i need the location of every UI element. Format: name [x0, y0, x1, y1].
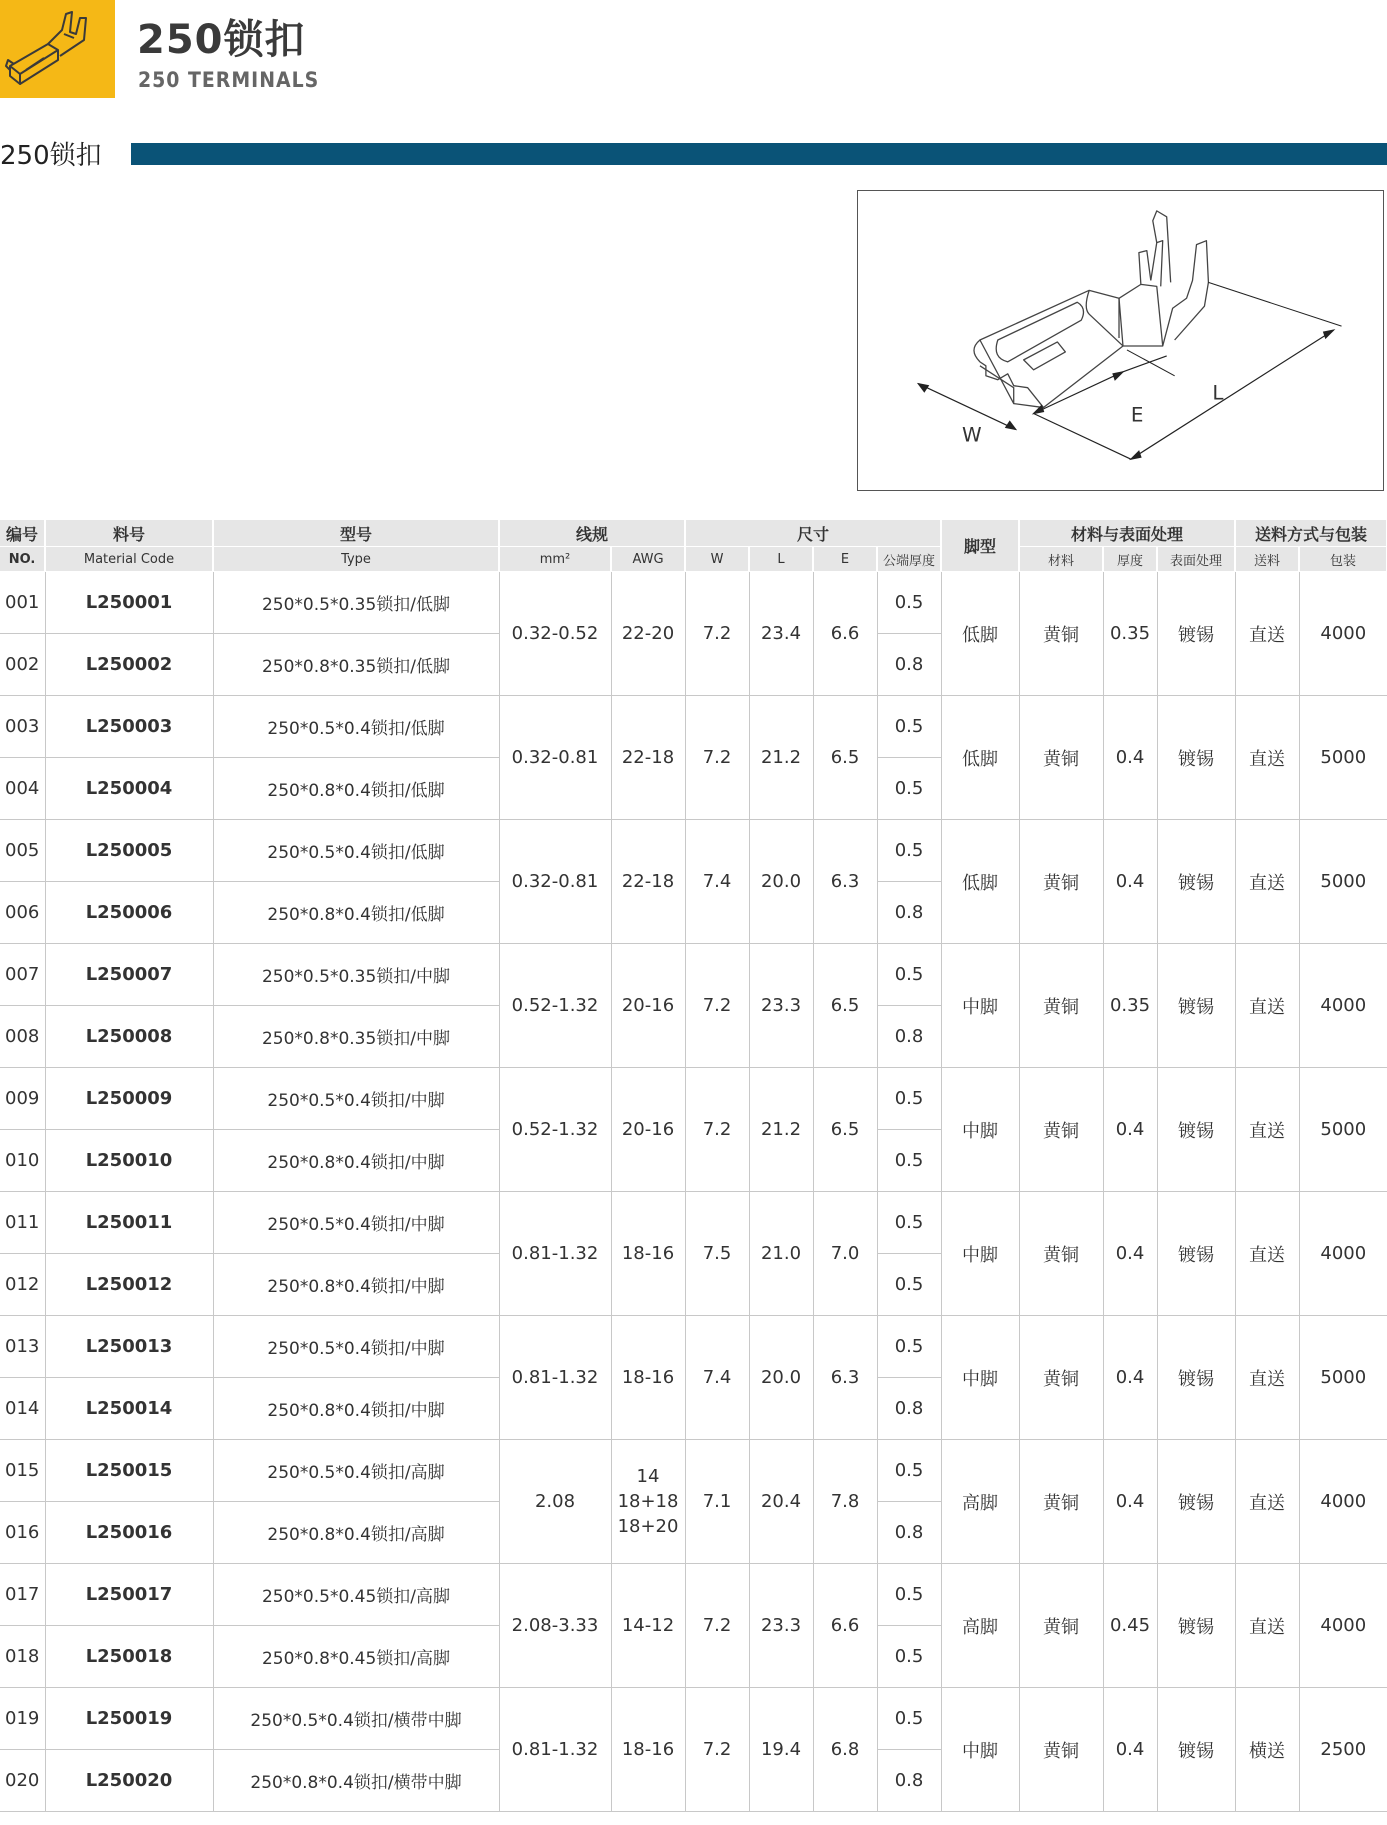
cell-wire-mm: 0.81-1.32 [499, 1316, 611, 1440]
header-wire-awg: AWG [611, 547, 685, 572]
terminal-icon [0, 0, 115, 98]
cell-foot-type: 高脚 [941, 1440, 1019, 1564]
cell-material-code: L250009 [45, 1068, 213, 1130]
cell-material-code: L250002 [45, 634, 213, 696]
cell-foot-type: 中脚 [941, 1688, 1019, 1812]
cell-size-w: 7.2 [685, 1068, 749, 1192]
cell-size-e: 6.6 [813, 1564, 877, 1688]
cell-type: 250*0.8*0.4锁扣/中脚 [213, 1254, 499, 1316]
section-divider-bar [131, 143, 1387, 165]
cell-foot-type: 高脚 [941, 1564, 1019, 1688]
cell-material: 黄铜 [1019, 1068, 1103, 1192]
cell-no: 012 [0, 1254, 45, 1316]
cell-thickness-male: 0.5 [877, 944, 941, 1006]
header-no-en: NO. [0, 547, 45, 572]
cell-material-code: L250004 [45, 758, 213, 820]
header-code: 料号 [45, 520, 213, 547]
cell-pack: 4000 [1299, 944, 1387, 1068]
cell-material: 黄铜 [1019, 944, 1103, 1068]
cell-foot-type: 中脚 [941, 944, 1019, 1068]
cell-wire-awg: 22-20 [611, 572, 685, 696]
cell-wire-mm: 2.08-3.33 [499, 1564, 611, 1688]
cell-thickness-male: 0.5 [877, 1254, 941, 1316]
cell-plate-thickness: 0.4 [1103, 1192, 1157, 1316]
cell-size-e: 6.5 [813, 944, 877, 1068]
cell-material-code: L250012 [45, 1254, 213, 1316]
cell-type: 250*0.8*0.4锁扣/低脚 [213, 882, 499, 944]
cell-foot-type: 低脚 [941, 820, 1019, 944]
cell-wire-mm: 0.52-1.32 [499, 1068, 611, 1192]
cell-feed: 直送 [1235, 1316, 1299, 1440]
cell-surface: 镀锡 [1157, 1068, 1235, 1192]
dimension-label-e: E [1130, 403, 1144, 427]
cell-surface: 镀锡 [1157, 1192, 1235, 1316]
cell-material: 黄铜 [1019, 696, 1103, 820]
page-title: 250锁扣 [137, 17, 306, 63]
cell-wire-awg: 14-12 [611, 1564, 685, 1688]
cell-surface: 镀锡 [1157, 1688, 1235, 1812]
table-row [0, 1316, 1387, 1378]
cell-material-code: L250001 [45, 572, 213, 634]
cell-material-code: L250011 [45, 1192, 213, 1254]
cell-size-l: 20.4 [749, 1440, 813, 1564]
cell-size-e: 6.8 [813, 1688, 877, 1812]
cell-size-w: 7.2 [685, 1688, 749, 1812]
header-wire: 线规 [499, 520, 685, 547]
cell-no: 013 [0, 1316, 45, 1378]
cell-type: 250*0.8*0.4锁扣/低脚 [213, 758, 499, 820]
header-delivery: 送料方式与包装 [1235, 520, 1387, 547]
cell-size-w: 7.5 [685, 1192, 749, 1316]
cell-size-w: 7.2 [685, 696, 749, 820]
cell-size-l: 19.4 [749, 1688, 813, 1812]
cell-wire-mm: 0.32-0.52 [499, 572, 611, 696]
cell-no: 008 [0, 1006, 45, 1068]
cell-foot-type: 中脚 [941, 1068, 1019, 1192]
cell-pack: 2500 [1299, 1688, 1387, 1812]
header-size: 尺寸 [685, 520, 941, 547]
cell-no: 003 [0, 696, 45, 758]
cell-size-l: 23.3 [749, 1564, 813, 1688]
cell-type: 250*0.5*0.4锁扣/高脚 [213, 1440, 499, 1502]
cell-foot-type: 中脚 [941, 1192, 1019, 1316]
cell-plate-thickness: 0.4 [1103, 1316, 1157, 1440]
cell-plate-thickness: 0.35 [1103, 944, 1157, 1068]
cell-type: 250*0.5*0.4锁扣/中脚 [213, 1316, 499, 1378]
header-size-w: W [685, 547, 749, 572]
table-row [0, 572, 1387, 634]
table-row [0, 1688, 1387, 1750]
header-feed: 送料 [1235, 547, 1299, 572]
cell-size-l: 21.2 [749, 1068, 813, 1192]
cell-no: 014 [0, 1378, 45, 1440]
cell-size-l: 20.0 [749, 820, 813, 944]
cell-type: 250*0.5*0.45锁扣/高脚 [213, 1564, 499, 1626]
cell-thickness-male: 0.8 [877, 1502, 941, 1564]
header-no: 编号 [0, 520, 45, 547]
cell-type: 250*0.8*0.35锁扣/低脚 [213, 634, 499, 696]
cell-wire-mm: 0.81-1.32 [499, 1688, 611, 1812]
cell-material-code: L250014 [45, 1378, 213, 1440]
cell-type: 250*0.5*0.4锁扣/中脚 [213, 1068, 499, 1130]
cell-type: 250*0.8*0.4锁扣/高脚 [213, 1502, 499, 1564]
cell-pack: 4000 [1299, 572, 1387, 696]
cell-material: 黄铜 [1019, 1192, 1103, 1316]
cell-size-e: 7.8 [813, 1440, 877, 1564]
cell-no: 004 [0, 758, 45, 820]
cell-material-code: L250017 [45, 1564, 213, 1626]
cell-feed: 直送 [1235, 1564, 1299, 1688]
header-type-en: Type [213, 547, 499, 572]
cell-material: 黄铜 [1019, 572, 1103, 696]
cell-type: 250*0.5*0.4锁扣/低脚 [213, 696, 499, 758]
cell-surface: 镀锡 [1157, 820, 1235, 944]
cell-pack: 5000 [1299, 1068, 1387, 1192]
cell-wire-awg: 18-16 [611, 1316, 685, 1440]
cell-wire-awg: 18-16 [611, 1192, 685, 1316]
header-wire-mm: mm² [499, 547, 611, 572]
cell-size-l: 21.0 [749, 1192, 813, 1316]
cell-type: 250*0.8*0.45锁扣/高脚 [213, 1626, 499, 1688]
cell-wire-mm: 2.08 [499, 1440, 611, 1564]
cell-size-l: 23.3 [749, 944, 813, 1068]
cell-material-code: L250015 [45, 1440, 213, 1502]
cell-material: 黄铜 [1019, 1316, 1103, 1440]
cell-size-l: 20.0 [749, 1316, 813, 1440]
cell-material: 黄铜 [1019, 1440, 1103, 1564]
cell-type: 250*0.8*0.4锁扣/横带中脚 [213, 1750, 499, 1812]
cell-feed: 直送 [1235, 820, 1299, 944]
header-pack: 包装 [1299, 547, 1387, 572]
cell-pack: 4000 [1299, 1564, 1387, 1688]
cell-size-e: 6.3 [813, 820, 877, 944]
cell-no: 007 [0, 944, 45, 1006]
cell-size-w: 7.2 [685, 1564, 749, 1688]
cell-plate-thickness: 0.4 [1103, 1068, 1157, 1192]
cell-surface: 镀锡 [1157, 696, 1235, 820]
table-row [0, 1192, 1387, 1254]
cell-size-w: 7.2 [685, 944, 749, 1068]
cell-no: 016 [0, 1502, 45, 1564]
cell-wire-awg: 22-18 [611, 696, 685, 820]
cell-wire-awg: 18-16 [611, 1688, 685, 1812]
section-title: 250锁扣 [0, 141, 102, 171]
cell-wire-mm: 0.32-0.81 [499, 820, 611, 944]
cell-thickness-male: 0.5 [877, 1316, 941, 1378]
cell-plate-thickness: 0.4 [1103, 820, 1157, 944]
cell-surface: 镀锡 [1157, 1564, 1235, 1688]
table-row [0, 1440, 1387, 1502]
header-foot: 脚型 [941, 520, 1019, 572]
cell-wire-mm: 0.32-0.81 [499, 696, 611, 820]
cell-foot-type: 中脚 [941, 1316, 1019, 1440]
cell-thickness-male: 0.5 [877, 1626, 941, 1688]
cell-thickness-male: 0.5 [877, 1564, 941, 1626]
cell-feed: 直送 [1235, 1440, 1299, 1564]
cell-no: 010 [0, 1130, 45, 1192]
header-code-en: Material Code [45, 547, 213, 572]
header-mat: 材料 [1019, 547, 1103, 572]
cell-type: 250*0.5*0.35锁扣/低脚 [213, 572, 499, 634]
cell-size-e: 7.0 [813, 1192, 877, 1316]
cell-feed: 直送 [1235, 1068, 1299, 1192]
cell-material-code: L250013 [45, 1316, 213, 1378]
cell-feed: 直送 [1235, 696, 1299, 820]
cell-no: 019 [0, 1688, 45, 1750]
cell-size-l: 21.2 [749, 696, 813, 820]
cell-thickness-male: 0.8 [877, 634, 941, 696]
cell-pack: 5000 [1299, 1316, 1387, 1440]
header-size-e: E [813, 547, 877, 572]
cell-surface: 镀锡 [1157, 1440, 1235, 1564]
cell-surface: 镀锡 [1157, 572, 1235, 696]
cell-no: 001 [0, 572, 45, 634]
header-surface: 表面处理 [1157, 547, 1235, 572]
cell-material-code: L250005 [45, 820, 213, 882]
cell-size-w: 7.4 [685, 1316, 749, 1440]
cell-material: 黄铜 [1019, 1564, 1103, 1688]
cell-no: 002 [0, 634, 45, 696]
cell-size-e: 6.5 [813, 696, 877, 820]
terminal-drawing [857, 190, 1384, 491]
header-thickness: 厚度 [1103, 547, 1157, 572]
cell-type: 250*0.5*0.4锁扣/低脚 [213, 820, 499, 882]
cell-type: 250*0.5*0.4锁扣/横带中脚 [213, 1688, 499, 1750]
cell-material-code: L250020 [45, 1750, 213, 1812]
cell-plate-thickness: 0.4 [1103, 1440, 1157, 1564]
cell-no: 009 [0, 1068, 45, 1130]
header-type: 型号 [213, 520, 499, 547]
dimension-label-l: L [1212, 381, 1224, 405]
cell-size-w: 7.1 [685, 1440, 749, 1564]
cell-foot-type: 低脚 [941, 696, 1019, 820]
cell-size-w: 7.2 [685, 572, 749, 696]
cell-no: 020 [0, 1750, 45, 1812]
table-row [0, 820, 1387, 882]
cell-thickness-male: 0.5 [877, 820, 941, 882]
cell-type: 250*0.8*0.4锁扣/中脚 [213, 1378, 499, 1440]
cell-material-code: L250007 [45, 944, 213, 1006]
spec-table [0, 520, 1387, 1812]
cell-wire-mm: 0.81-1.32 [499, 1192, 611, 1316]
cell-wire-awg: 20-16 [611, 944, 685, 1068]
cell-feed: 直送 [1235, 944, 1299, 1068]
table-row [0, 1564, 1387, 1626]
cell-feed: 横送 [1235, 1688, 1299, 1812]
cell-thickness-male: 0.5 [877, 1688, 941, 1750]
cell-type: 250*0.5*0.35锁扣/中脚 [213, 944, 499, 1006]
cell-foot-type: 低脚 [941, 572, 1019, 696]
cell-wire-awg: 22-18 [611, 820, 685, 944]
cell-material: 黄铜 [1019, 820, 1103, 944]
cell-material-code: L250010 [45, 1130, 213, 1192]
cell-material-code: L250003 [45, 696, 213, 758]
cell-type: 250*0.8*0.35锁扣/中脚 [213, 1006, 499, 1068]
cell-thickness-male: 0.5 [877, 696, 941, 758]
cell-size-e: 6.5 [813, 1068, 877, 1192]
cell-thickness-male: 0.8 [877, 1378, 941, 1440]
cell-no: 017 [0, 1564, 45, 1626]
cell-material-code: L250019 [45, 1688, 213, 1750]
cell-material: 黄铜 [1019, 1688, 1103, 1812]
cell-wire-awg: 20-16 [611, 1068, 685, 1192]
cell-thickness-male: 0.5 [877, 1130, 941, 1192]
cell-thickness-male: 0.5 [877, 572, 941, 634]
cell-type: 250*0.5*0.4锁扣/中脚 [213, 1192, 499, 1254]
cell-no: 011 [0, 1192, 45, 1254]
table-row [0, 1068, 1387, 1130]
dimension-label-w: W [962, 423, 982, 447]
cell-thickness-male: 0.8 [877, 1750, 941, 1812]
cell-material-code: L250006 [45, 882, 213, 944]
cell-thickness-male: 0.5 [877, 758, 941, 820]
cell-thickness-male: 0.5 [877, 1440, 941, 1502]
cell-surface: 镀锡 [1157, 1316, 1235, 1440]
cell-thickness-male: 0.5 [877, 1068, 941, 1130]
cell-plate-thickness: 0.4 [1103, 696, 1157, 820]
cell-pack: 5000 [1299, 820, 1387, 944]
cell-size-l: 23.4 [749, 572, 813, 696]
cell-material-code: L250018 [45, 1626, 213, 1688]
cell-material-code: L250008 [45, 1006, 213, 1068]
cell-pack: 4000 [1299, 1192, 1387, 1316]
cell-pack: 4000 [1299, 1440, 1387, 1564]
cell-surface: 镀锡 [1157, 944, 1235, 1068]
cell-no: 015 [0, 1440, 45, 1502]
cell-no: 006 [0, 882, 45, 944]
cell-thickness-male: 0.8 [877, 882, 941, 944]
cell-pack: 5000 [1299, 696, 1387, 820]
cell-thickness-male: 0.8 [877, 1006, 941, 1068]
cell-size-w: 7.4 [685, 820, 749, 944]
cell-plate-thickness: 0.35 [1103, 572, 1157, 696]
cell-size-e: 6.3 [813, 1316, 877, 1440]
cell-wire-mm: 0.52-1.32 [499, 944, 611, 1068]
cell-thickness-male: 0.5 [877, 1192, 941, 1254]
cell-feed: 直送 [1235, 572, 1299, 696]
cell-type: 250*0.8*0.4锁扣/中脚 [213, 1130, 499, 1192]
cell-material-code: L250016 [45, 1502, 213, 1564]
table-row [0, 944, 1387, 1006]
cell-plate-thickness: 0.45 [1103, 1564, 1157, 1688]
header-material: 材料与表面处理 [1019, 520, 1235, 547]
cell-plate-thickness: 0.4 [1103, 1688, 1157, 1812]
header-size-thk: 公端厚度 [877, 547, 941, 572]
cell-no: 005 [0, 820, 45, 882]
cell-wire-awg: 14 18+18 18+20 [611, 1440, 685, 1564]
cell-no: 018 [0, 1626, 45, 1688]
page-subtitle: 250 TERMINALS [138, 68, 320, 92]
table-row [0, 696, 1387, 758]
brand-logo [0, 0, 115, 98]
cell-feed: 直送 [1235, 1192, 1299, 1316]
cell-size-e: 6.6 [813, 572, 877, 696]
header-size-l: L [749, 547, 813, 572]
